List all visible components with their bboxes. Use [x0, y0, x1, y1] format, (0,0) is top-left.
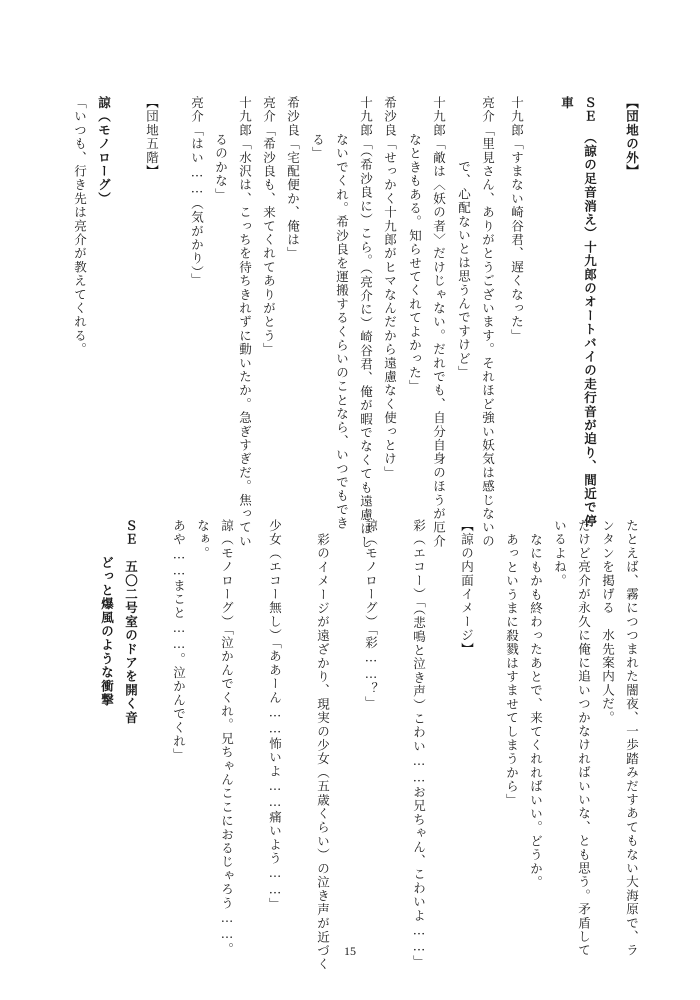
- text-column: なにもかも終わったあとで、来てくれればいい。どうか。: [528, 533, 544, 890]
- text-column: 亮介「里見さん、ありがとうございます。それほど強い妖気は感じないの: [480, 96, 496, 549]
- text-column: どっと爆風のような衝撃: [99, 556, 115, 707]
- text-column: 【団地の外】: [624, 96, 640, 179]
- text-column: いるよね。: [552, 519, 568, 588]
- text-column: 亮介「希沙良も、来てくれてありがとう」: [261, 96, 277, 357]
- text-column: 十九郎「水沢は、こっちを待ちきれずに動いたか。急ぎすぎだ。焦ってい: [237, 96, 253, 549]
- text-column: 彩（エコー）「（悲鳴と泣き声）こわい……お兄ちゃん、こわいよ……」: [411, 519, 427, 969]
- text-column: 彩のイメージが遠ざかり、現実の少女（五歳くらい）の泣き声が近づく: [315, 533, 331, 972]
- text-column: 希沙良「せっかく十九郎がヒマなんだから遠慮なく使っとけ」: [382, 96, 398, 480]
- text-column: あや……まこと……。泣かんでくれ」: [171, 519, 187, 762]
- page-number: 15: [344, 944, 356, 958]
- text-column: たとえば、霧につつまれた闇夜、一歩踏みだすあてもない大海原で、ラ: [624, 519, 640, 958]
- text-column: で、心配ないとは思うんですけど」: [456, 160, 472, 380]
- text-column: 十九郎「敵は〈妖の者〉だけじゃない。だれでも、自分自身のほうが厄介: [431, 96, 447, 549]
- text-column: る」: [310, 133, 326, 161]
- text-column: なときもある。知らせてくれてよかった」: [407, 133, 423, 394]
- text-column: 十九郎「（希沙良に）こら。（亮介に）崎谷君、俺が暇でなくても遠慮はし: [358, 96, 374, 550]
- text-column: 少女（エコー無し）「ああーん……怖いよ……痛いよう……」: [267, 519, 283, 912]
- text-column: 希沙良「宅配便か、俺は」: [285, 96, 301, 261]
- text-column: 「いつも、行き先は亮介が教えてくれる。: [72, 96, 88, 357]
- text-column: 車: [559, 96, 575, 110]
- text-column: 【諒の内面イメージ】: [459, 519, 475, 656]
- text-column: ないでくれ。希沙良を運搬するくらいのことなら、いつでもでき: [334, 133, 350, 531]
- text-column: ンタンを掲げる 水先案内人だ。: [600, 519, 616, 725]
- text-column: なぁ。: [195, 519, 211, 561]
- text-column: 十九郎「すまない崎谷君、遅くなった」: [509, 96, 525, 343]
- text-column: だけど亮介が永久に俺に追いつかなければいいな、とも思う。矛盾して: [576, 519, 592, 958]
- text-column: 諒（モノローグ）「泣かんでくれ。兄ちゃんここにおるじゃろう……。: [219, 519, 235, 957]
- text-column: 【団地五階】: [144, 96, 160, 179]
- text-column: ＳＥ 五〇二号室のドアを開く音: [123, 519, 139, 725]
- text-column: 諒（モノローグ）「彩……？」: [363, 519, 379, 710]
- text-column: 亮介「はい……（気がかり）」: [189, 96, 205, 287]
- text-column: ＳＥ （諒の足音消え）十九郎のオートバイの走行音が迫り、間近で停: [582, 96, 598, 529]
- text-column: 諒（モノローグ）: [96, 96, 112, 206]
- text-column: あっというまに殺戮はすませてしまうから」: [504, 533, 520, 807]
- text-column: るのかな」: [213, 133, 229, 202]
